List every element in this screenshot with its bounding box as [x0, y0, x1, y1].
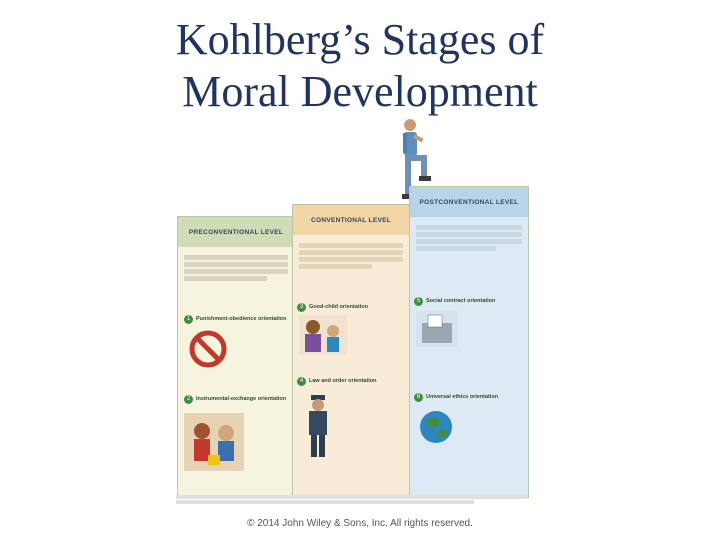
postconventional-column — [409, 186, 529, 498]
preconventional-column — [177, 216, 295, 498]
conventional-desc-placeholder — [299, 241, 403, 271]
slide-title — [150, 14, 570, 118]
stage-5-badge: 5 — [414, 297, 423, 306]
title-line-1: Kohlberg’s Stages of — [175, 15, 545, 64]
postconventional-desc-placeholder — [416, 223, 522, 253]
stage-3-badge: 3 — [297, 303, 306, 312]
children-playing-illustration — [184, 413, 244, 471]
stage-2-badge: 2 — [184, 395, 193, 404]
preconventional-desc-placeholder — [184, 253, 288, 283]
ballot-box-illustration — [416, 311, 458, 347]
globe-illustration — [418, 409, 454, 445]
stage-2-label: Instrumental-exchange orientation — [196, 396, 287, 402]
stage-4-label: Law and order orientation — [309, 378, 377, 384]
kohlberg-staircase-figure — [172, 116, 530, 526]
stage-1-badge: 1 — [184, 315, 193, 324]
stage-3-label: Good-child orientation — [309, 304, 368, 310]
conventional-column — [292, 204, 410, 498]
stage-5-label: Social contract orientation — [426, 298, 496, 304]
stage-6-label: Universal ethics orientation — [426, 394, 499, 400]
stage-6-badge: 6 — [414, 393, 423, 402]
preconventional-header: PRECONVENTIONAL LEVEL — [178, 217, 294, 247]
copyright-notice: © 2014 John Wiley & Sons, Inc. All rights reserved. — [247, 518, 473, 529]
stage-4-badge: 4 — [297, 377, 306, 386]
parent-child-illustration — [299, 315, 347, 355]
police-officer-illustration — [305, 395, 331, 459]
no-sign-illustration — [188, 329, 228, 369]
postconventional-header: POSTCONVENTIONAL LEVEL — [410, 187, 528, 217]
stage-1-label: Punishment-obedience orientation — [196, 316, 287, 322]
conventional-header: CONVENTIONAL LEVEL — [293, 205, 409, 235]
figure-source-placeholder — [176, 494, 526, 505]
title-line-2: Moral Development — [182, 67, 538, 116]
